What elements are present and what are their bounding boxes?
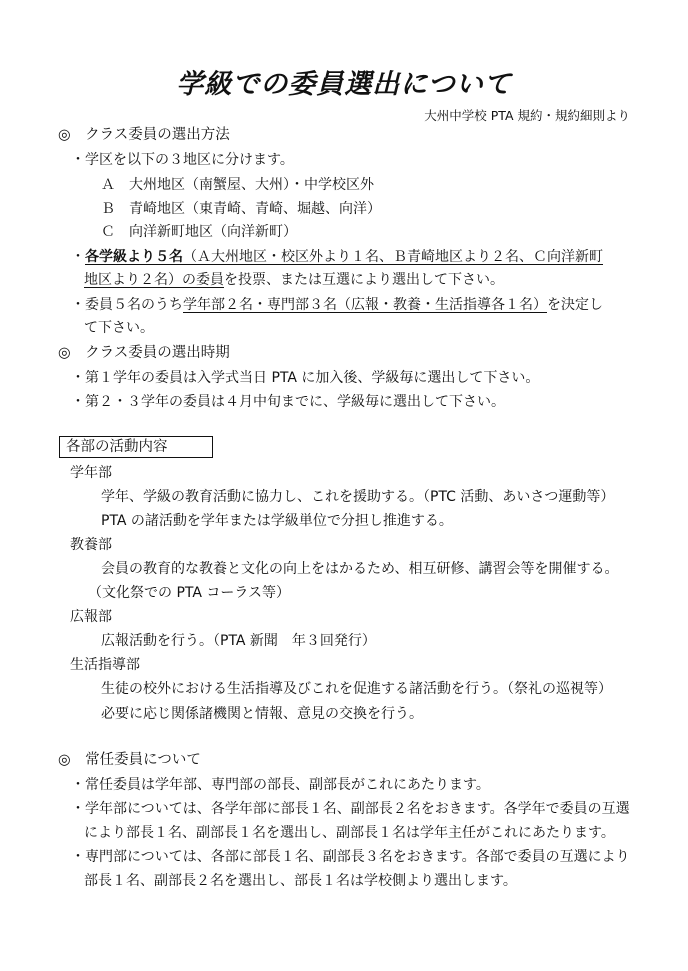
activities-box-label: 各部の活動内容 — [59, 436, 213, 458]
dept-name-seikatsu: 生活指導部 — [70, 657, 140, 673]
quota-bold: 各学級より５名 — [85, 249, 183, 265]
kyoyo-desc-2: （文化祭での PTA コーラス等） — [88, 585, 290, 601]
section-heading-selection-method: ◎ クラス委員の選出方法 — [58, 127, 230, 143]
timing-first-year: ・第１学年の委員は入学式当日 PTA に加入後、学級毎に選出して下さい。 — [71, 370, 540, 386]
source-note: 大州中学校 PTA 規約・規約細則より — [424, 108, 630, 123]
standing-line-1: ・常任委員は学年部、専門部の部長、副部長がこれにあたります。 — [71, 777, 490, 793]
standing-line-2: ・学年部については、各学年部に部長１名、副部長２名をおきます。各学年で委員の互選 — [71, 801, 630, 817]
timing-second-third-year: ・第２・３学年の委員は４月中旬までに、学級毎に選出して下さい。 — [71, 394, 505, 410]
bullet: ・ — [71, 249, 85, 265]
quota-method: を投票、または互選により選出して下さい。 — [224, 272, 504, 288]
assignment-post: を決定し — [547, 297, 603, 313]
quota-line — [71, 247, 603, 267]
assignment-detail: 学年部２名・専門部３名（広報・教養・生活指導各１名） — [183, 297, 547, 313]
district-c: Ｃ 向洋新町地区（向洋新町） — [101, 224, 297, 240]
quota-detail-cont: 地区より２名）の委員 — [84, 272, 224, 288]
kyoyo-desc-1: 会員の教育的な教養と文化の向上をはかるため、相互研修、講習会等を開催する。 — [101, 561, 619, 577]
dept-name-gakunen: 学年部 — [70, 465, 112, 481]
district-b: Ｂ 青崎地区（東青崎、青崎、堀越、向洋） — [101, 201, 381, 217]
gakunen-desc-2: PTA の諸活動を学年または学級単位で分担し推進する。 — [101, 513, 453, 529]
standing-line-2-cont: により部長１名、副部長１名を選出し、副部長１名は学年主任がこれにあたります。 — [84, 825, 615, 841]
assignment-line — [71, 295, 603, 315]
quota-line-cont — [84, 270, 504, 290]
koho-desc-1: 広報活動を行う。（PTA 新聞 年３回発行） — [101, 633, 376, 649]
assignment-line-cont: て下さい。 — [84, 320, 154, 336]
assignment-pre: ・委員５名のうち — [71, 297, 183, 313]
gakunen-desc-1: 学年、学級の教育活動に協力し、これを援助する。（PTC 活動、あいさつ運動等） — [101, 489, 615, 505]
seikatsu-desc-2: 必要に応じ関係諸機関と情報、意見の交換を行う。 — [101, 706, 423, 722]
standing-line-3-cont: 部長１名、副部長２名を選出し、部長１名は学校側より選出します。 — [84, 873, 517, 889]
section-heading-standing-members: ◎ 常任委員について — [58, 752, 201, 768]
dept-name-koho: 広報部 — [70, 609, 112, 625]
seikatsu-desc-1: 生徒の校外における生活指導及びこれを促進する諸活動を行う。（祭礼の巡視等） — [101, 681, 612, 697]
quota-detail: （Ａ大州地区・校区外より１名、Ｂ青崎地区より２名、Ｃ向洋新町 — [183, 249, 603, 265]
dept-name-kyoyo: 教養部 — [70, 537, 112, 553]
standing-line-3: ・専門部については、各部に部長１名、副部長３名をおきます。各部で委員の互選により — [71, 849, 630, 865]
district-intro: ・学区を以下の３地区に分けます。 — [71, 152, 294, 168]
page-title: 学級での委員選出について — [176, 69, 512, 100]
district-a: Ａ 大州地区（南蟹屋、大州）・中学校区外 — [101, 177, 374, 193]
section-heading-selection-timing: ◎ クラス委員の選出時期 — [58, 345, 230, 361]
